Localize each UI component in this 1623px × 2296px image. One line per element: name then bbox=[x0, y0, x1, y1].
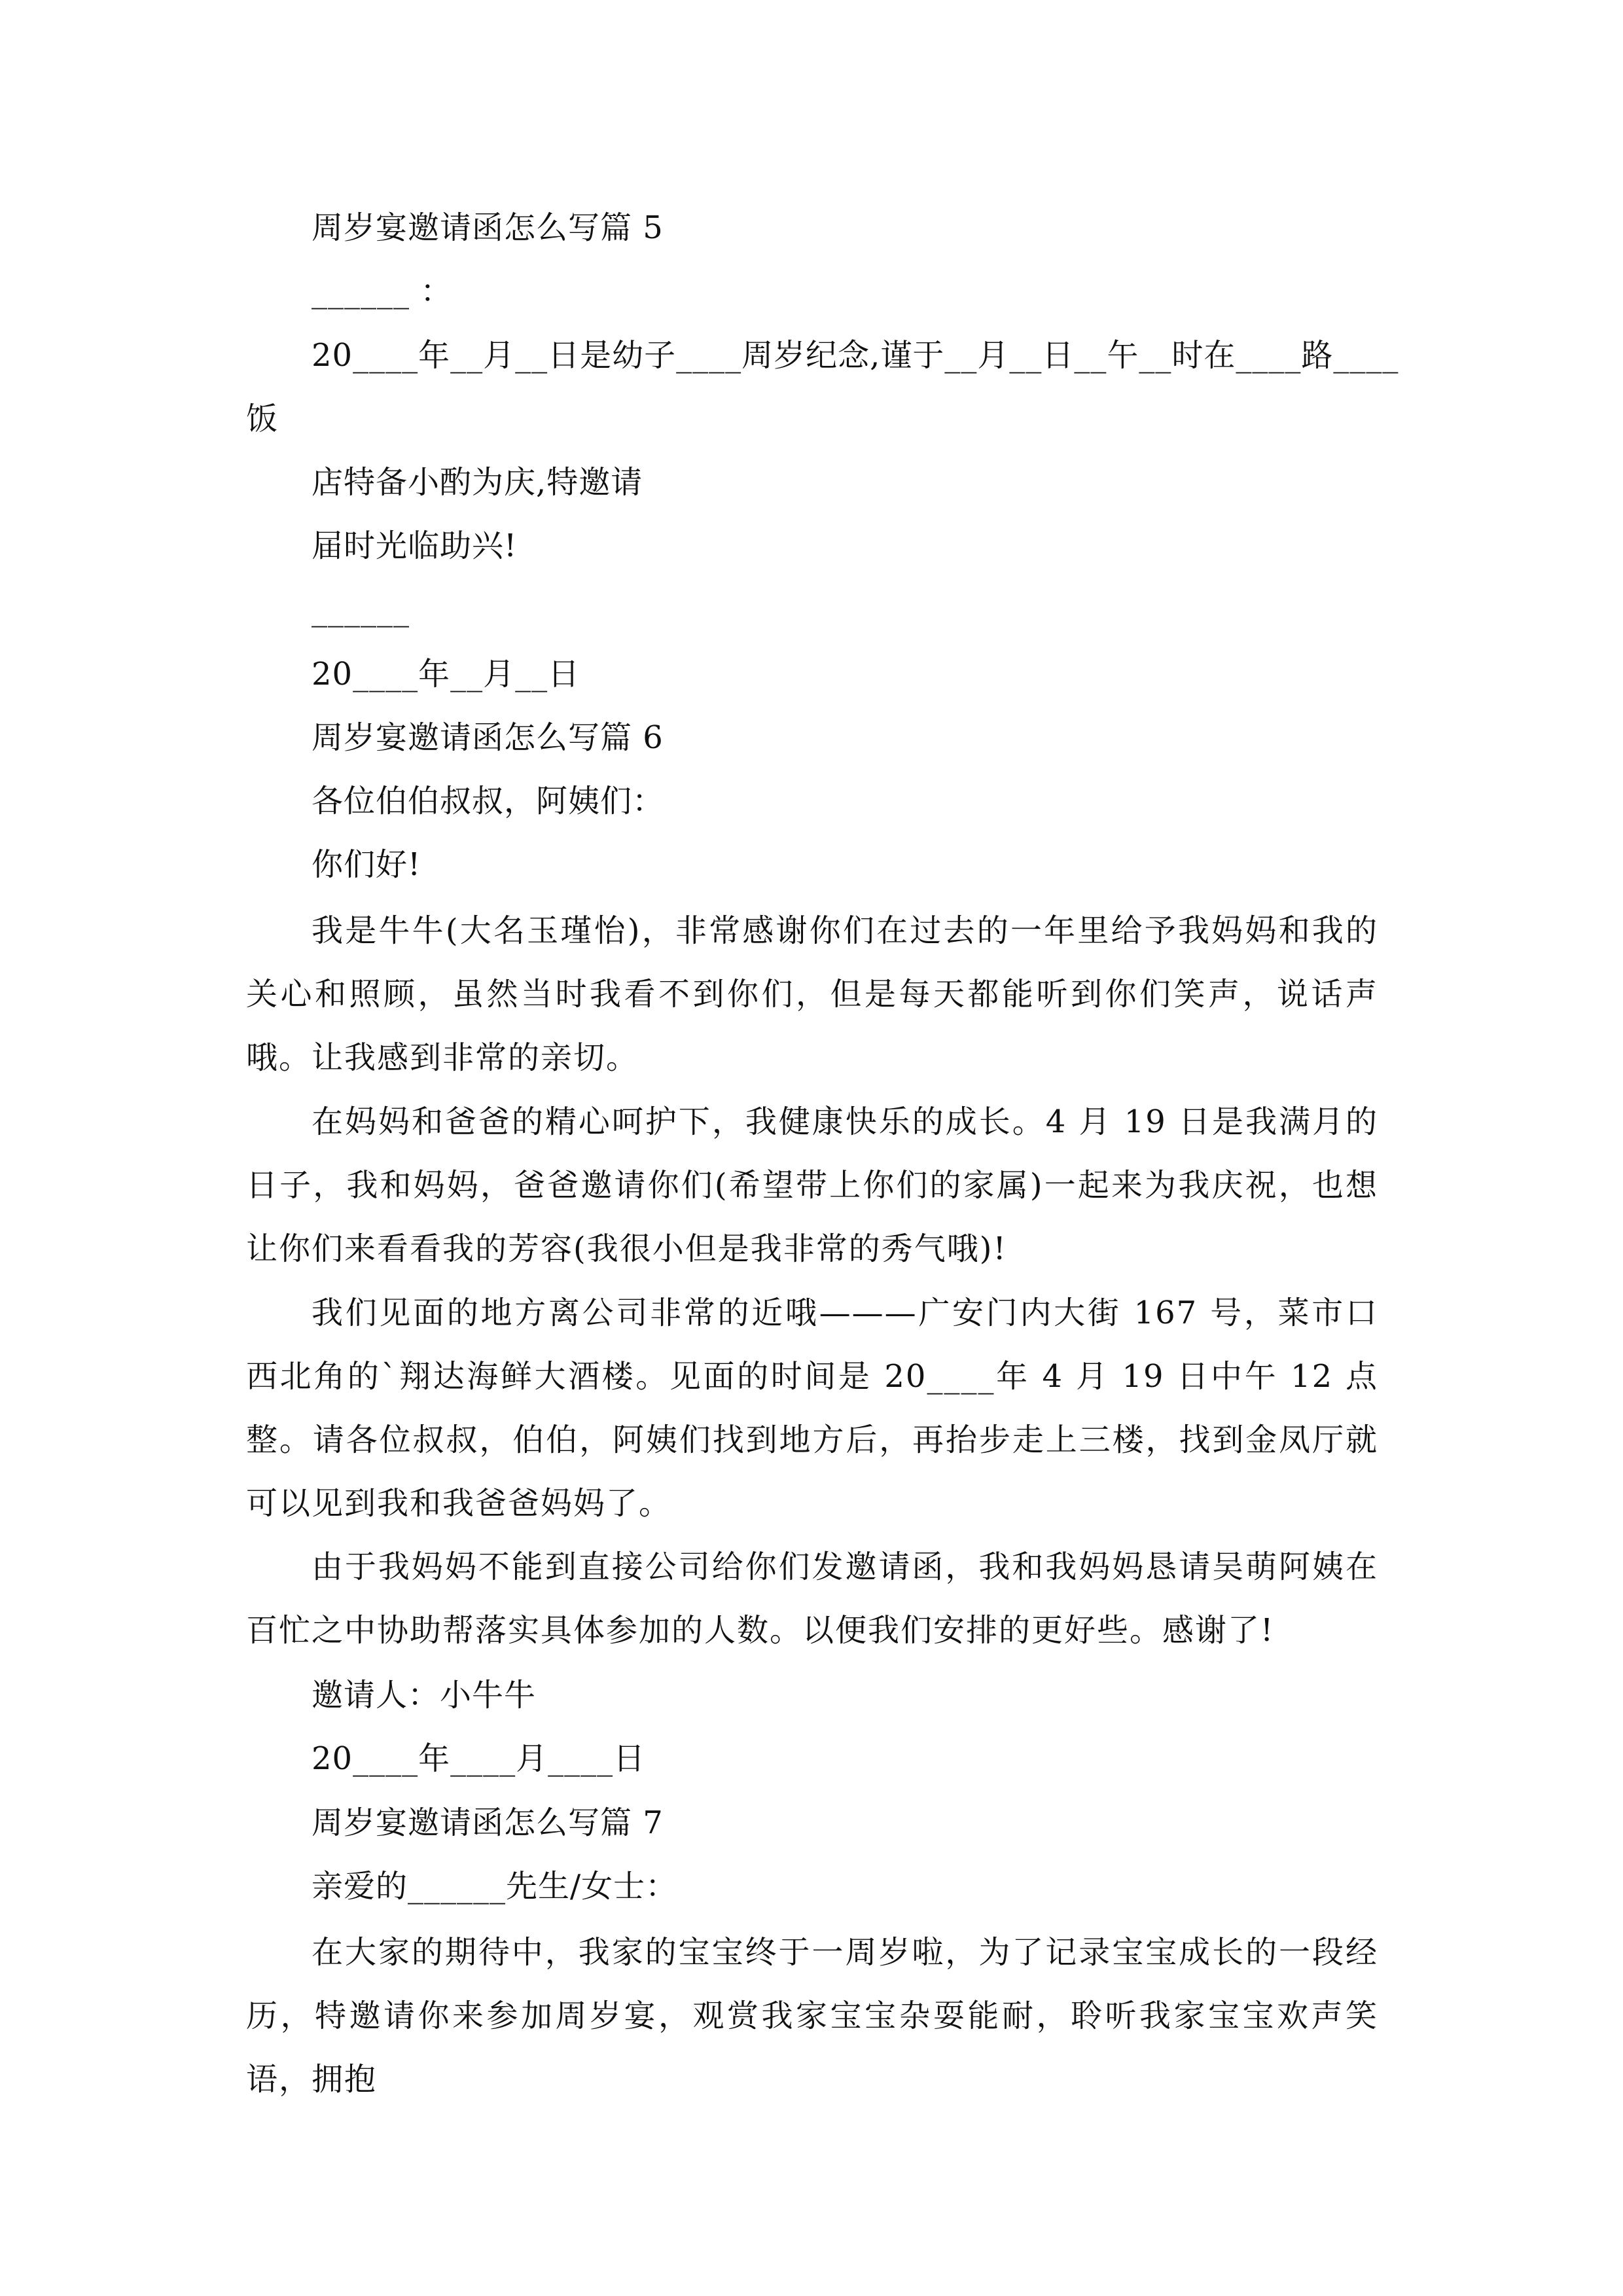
section-heading-7: 周岁宴邀请函怎么写篇 7 bbox=[312, 1804, 664, 1841]
invitation-body-line: 饭 bbox=[246, 401, 279, 437]
signature-blank: ______ bbox=[312, 591, 410, 628]
salutation: 亲爱的______先生/女士： bbox=[312, 1868, 678, 1905]
section-heading-5: 周岁宴邀请函怎么写篇 5 bbox=[312, 209, 664, 246]
salutation: 各位伯伯叔叔，阿姨们： bbox=[312, 783, 665, 819]
body-paragraph: 在大家的期待中，我家的宝宝终于一周岁啦，为了记录宝宝成长的一段经历，特邀请你来参加周岁宴，观赏我家宝宝杂耍能耐，聆听我家宝宝欢声笑语，拥抱 bbox=[246, 1934, 1378, 2098]
invitation-body-line: 店特备小酌为庆,特邀请 bbox=[312, 464, 643, 501]
inviter-line: 邀请人：小牛牛 bbox=[312, 1677, 537, 1713]
body-paragraph: 在妈妈和爸爸的精心呵护下，我健康快乐的成长。4 月 19 日是我满月的日子，我和妈妈，爸爸邀请你们(希望带上你们的家属)一起来为我庆祝，也想让你们来看看我的芳容(我很小但是我非常的秀气哦)! bbox=[246, 1103, 1378, 1267]
body-paragraph: 我们见面的地方离公司非常的近哦———广安门内大街 167 号，菜市口西北角的`翔达海鲜大酒楼。见面的时间是 20____年 4 月 19 日中午 12 点整。请各位叔叔，伯伯，阿姨们找到地方后，再抬步走上三楼，找到金凤厅就可以见到我和我爸爸妈妈了。 bbox=[246, 1295, 1378, 1522]
invitation-body-line: 20____年__月__日是幼子____周岁纪念,谨于__月__日__午__时在____路____ bbox=[312, 337, 1399, 374]
greeting: 你们好! bbox=[312, 846, 421, 883]
date-line: 20____年__月__日 bbox=[312, 656, 580, 692]
date-line: 20____年____月____日 bbox=[312, 1740, 646, 1777]
body-paragraph: 由于我妈妈不能到直接公司给你们发邀请函，我和我妈妈恳请吴萌阿姨在百忙之中协助帮落实具体参加的人数。以便我们安排的更好些。感谢了! bbox=[246, 1549, 1378, 1649]
section-heading-6: 周岁宴邀请函怎么写篇 6 bbox=[312, 719, 664, 756]
salutation-blank: ______ ： bbox=[312, 273, 453, 310]
invitation-closing: 届时光临助兴! bbox=[312, 528, 518, 564]
body-paragraph: 我是牛牛(大名玉瑾怡)，非常感谢你们在过去的一年里给予我妈妈和我的关心和照顾，虽然当时我看不到你们，但是每天都能听到你们笑声，说话声哦。让我感到非常的亲切。 bbox=[246, 912, 1378, 1076]
